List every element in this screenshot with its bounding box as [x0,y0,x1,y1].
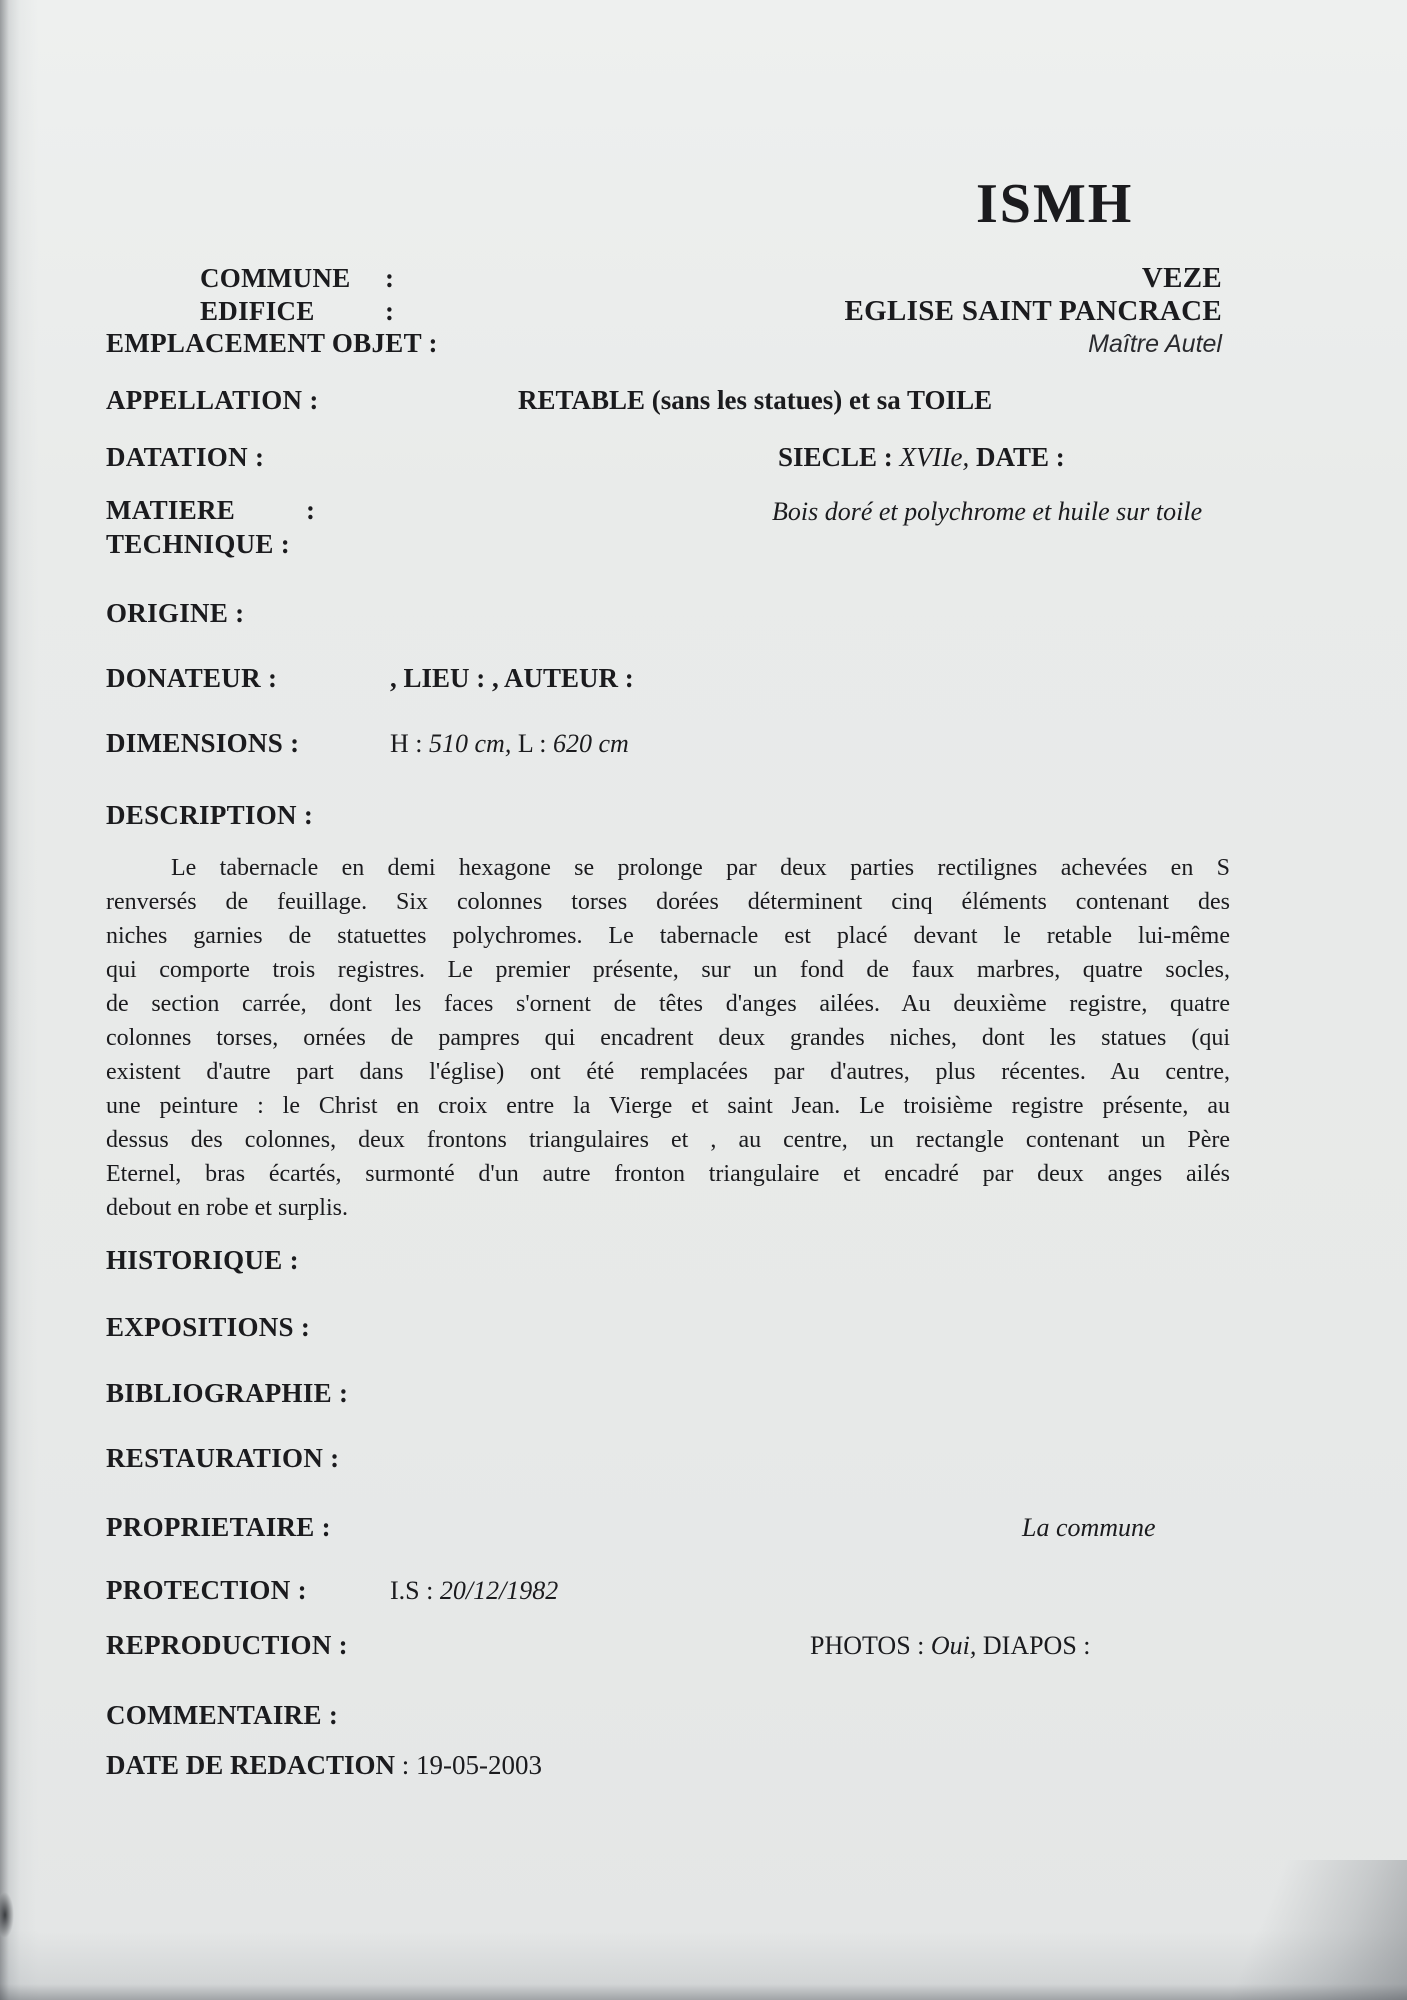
date-redaction-label: DATE DE REDACTION [106,1750,396,1780]
description-line: colonnes torses, ornées de pampres qui encadrent deux grandes niches, dont les statues (qui [106,1025,1230,1051]
edifice-label-text: EDIFICE [200,296,315,326]
dimension-l-label: L : [517,729,547,758]
field-commune-label [200,263,394,294]
field-origine-label: ORIGINE : [106,598,245,628]
description-line: existent d'autre part dans l'église) ont été remplacées par d'autres, plus récentes. Au centre, [106,1059,1230,1085]
field-donateur-value: , LIEU : , AUTEUR : [390,663,634,693]
field-restauration-label: RESTAURATION : [106,1443,340,1473]
field-reproduction-value [810,1631,1091,1661]
matiere-label-text: MATIERE [106,495,236,525]
field-appellation-value: RETABLE (sans les statues) et sa TOILE [518,385,993,415]
siecle-value: XVIIe, [899,442,970,472]
field-matiere-label [106,495,315,526]
field-historique-label: HISTORIQUE : [106,1245,299,1275]
date-label: DATE : [976,442,1065,472]
field-edifice-label [200,296,394,327]
description-line: de section carrée, dont les faces s'ornent de têtes d'anges ailées. Au deuxième registre, quatre [106,991,1230,1017]
scan-edge-artifact [0,1892,14,1938]
dimension-h-label: H : [390,729,423,758]
description-line: renversés de feuillage. Six colonnes torses dorées déterminent cinq éléments contenant des [106,889,1230,915]
field-protection-label: PROTECTION : [106,1575,307,1605]
description-paragraph [106,851,1230,1225]
description-line: debout en robe et surplis. [106,1195,348,1221]
field-emplacement-label: EMPLACEMENT OBJET : [106,328,438,358]
description-line: qui comporte trois registres. Le premier présente, sur un fond de faux marbres, quatre socles, [106,957,1230,983]
field-bibliographie-label: BIBLIOGRAPHIE : [106,1378,349,1408]
siecle-label: SIECLE : [778,442,893,472]
field-donateur-label: DONATEUR : [106,663,278,693]
matiere-colon: : [306,495,316,525]
header-right-block [845,262,1222,361]
description-line: niches garnies de statuettes polychromes. Le tabernacle est placé devant le retable lui-même [106,923,1230,949]
diapos-label: DIAPOS : [982,1631,1091,1660]
field-proprietaire-label: PROPRIETAIRE : [106,1512,331,1542]
field-description-label: DESCRIPTION : [106,800,314,830]
description-line: une peinture : le Christ en croix entre la Vierge et saint Jean. Le troisième registre présente, au [106,1093,1230,1119]
date-redaction-value: : 19-05-2003 [401,1750,543,1780]
field-technique-label: TECHNIQUE : [106,529,291,559]
field-dimensions-label: DIMENSIONS : [106,728,300,758]
commune-label-text: COMMUNE [200,263,351,293]
field-protection-value [390,1576,558,1606]
field-datation-label: DATATION : [106,442,265,472]
field-dimensions-value [390,729,629,759]
scan-corner-shadow [1067,1860,1407,2000]
dimension-l-value: 620 cm [552,729,629,758]
description-line: Eternel, bras écartés, surmonté d'un autre fronton triangulaire et encadré par deux anges ailés [106,1161,1230,1187]
description-line: dessus des colonnes, deux frontons triangulaires et , au centre, un rectangle contenant un Père [106,1127,1230,1153]
field-appellation-label: APPELLATION : [106,385,319,415]
description-line: Le tabernacle en demi hexagone se prolonge par deux parties rectilignes achevées en S [171,855,1230,881]
field-commentaire-label: COMMENTAIRE : [106,1700,339,1730]
commune-colon: : [385,263,395,293]
emplacement-value: Maître Autel [1088,330,1222,358]
protection-is-label: I.S : [390,1576,434,1605]
photos-label: PHOTOS : [810,1631,925,1660]
protection-is-value: 20/12/1982 [439,1576,559,1605]
field-matiere-value: Bois doré et polychrome et huile sur toile [772,497,1203,526]
field-expositions-label: EXPOSITIONS : [106,1312,311,1342]
commune-value: VEZE [1141,262,1222,294]
field-reproduction-label: REPRODUCTION : [106,1630,348,1660]
field-proprietaire-value: La commune [1022,1513,1156,1542]
dimension-h-value: 510 cm, [429,729,512,758]
edifice-value: EGLISE SAINT PANCRACE [844,295,1222,327]
field-datation-value [778,442,1065,473]
photos-value: Oui, [930,1631,977,1660]
classification-title: ISMH [976,173,1134,235]
edifice-colon: : [385,296,395,326]
field-date-redaction [106,1750,542,1781]
